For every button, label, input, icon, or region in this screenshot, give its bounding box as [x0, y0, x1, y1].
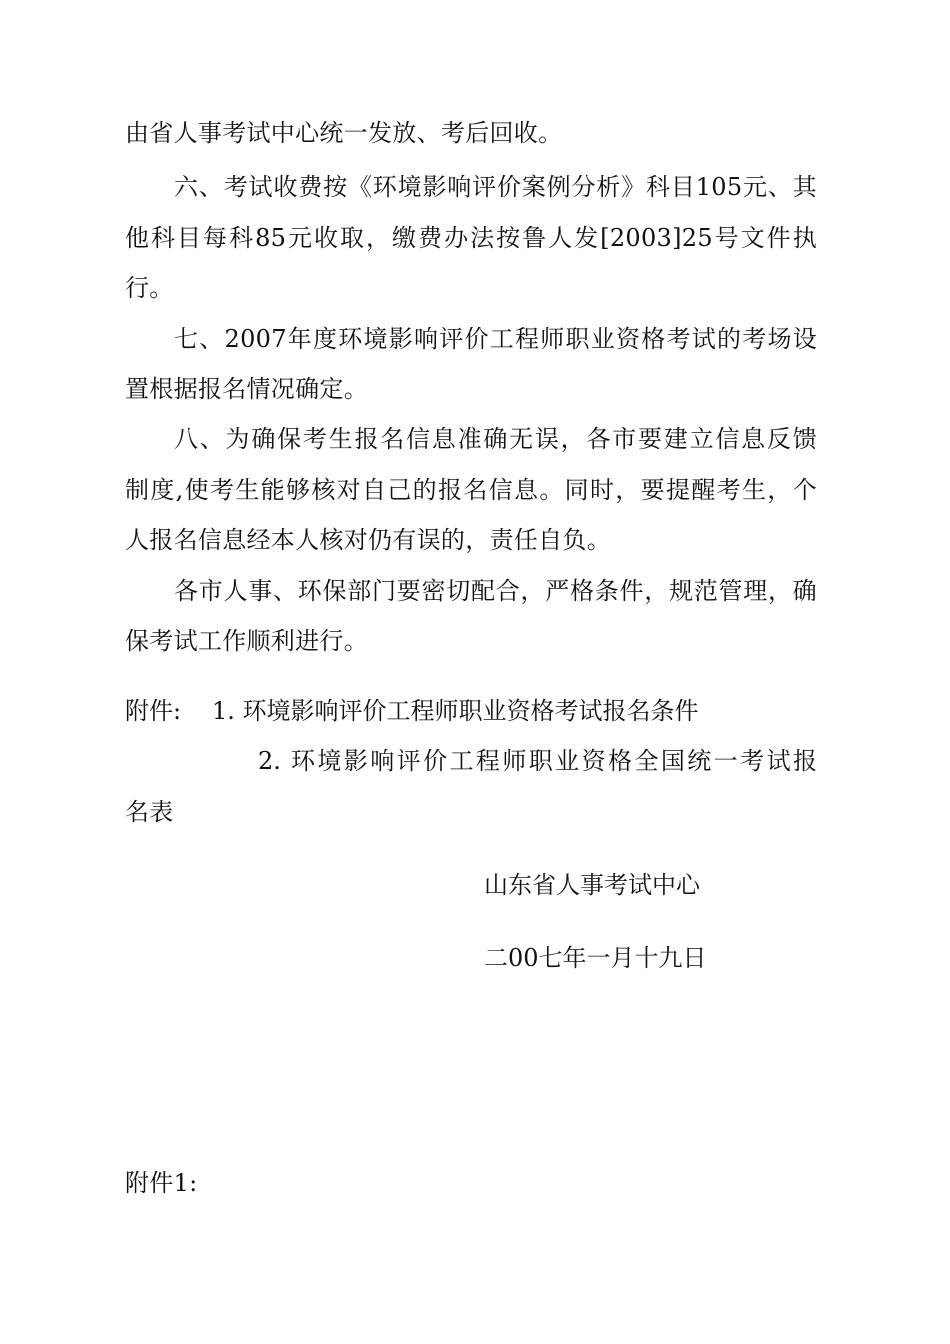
paragraph-line: 各市人事、环保部门要密切配合，严格条件，规范管理，确 — [174, 577, 817, 605]
paragraph-line: 八、为确保考生报名信息准确无误，各市要建立信息反馈 — [174, 425, 817, 453]
paragraph-line: 六、考试收费按《环境影响评价案例分析》科目105元、其 — [174, 173, 817, 201]
next-section-label: 附件1: — [125, 1169, 198, 1197]
paragraph-line: 保考试工作顺利进行。 — [125, 627, 368, 655]
attachment-item-1: 1. 环境影响评价工程师职业资格考试报名条件 — [212, 697, 699, 725]
paragraph-line: 人报名信息经本人核对仍有误的，责任自负。 — [125, 526, 611, 554]
paragraph-line: 七、2007年度环境影响评价工程师职业资格考试的考场设 — [174, 325, 817, 353]
attachment-item-2-continuation: 名表 — [125, 798, 174, 826]
paragraph-line: 他科目每科85元收取，缴费办法按鲁人发[2003]25号文件执 — [125, 224, 817, 252]
paragraph-line: 置根据报名情况确定。 — [125, 375, 368, 403]
signature-organization: 山东省人事考试中心 — [484, 871, 700, 899]
attachments-label: 附件: — [125, 697, 182, 725]
paragraph-line: 由省人事考试中心统一发放、考后回收。 — [125, 119, 563, 147]
paragraph-line: 制度,使考生能够核对自己的报名信息。同时，要提醒考生，个 — [125, 476, 817, 504]
signature-date: 二00七年一月十九日 — [484, 944, 707, 972]
attachment-item-2: 2. 环境影响评价工程师职业资格全国统一考试报 — [258, 747, 817, 775]
paragraph-line: 行。 — [125, 274, 174, 302]
